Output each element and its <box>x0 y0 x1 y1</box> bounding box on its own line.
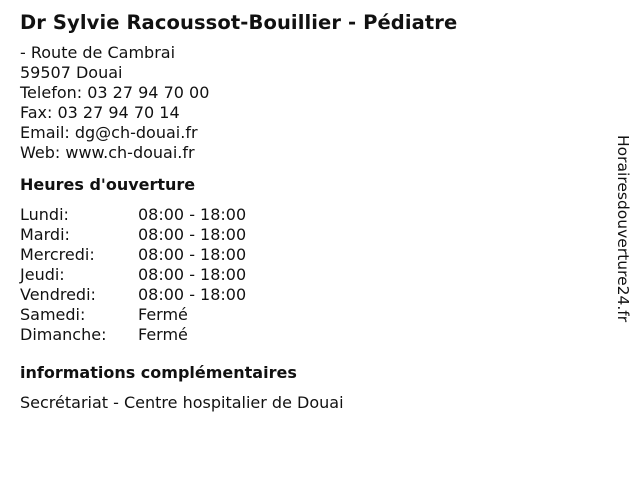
page-title: Dr Sylvie Racoussot-Bouillier - Pédiatre <box>20 11 458 34</box>
opening-hours-heading: Heures d'ouverture <box>20 175 196 194</box>
day-label: Dimanche: <box>20 325 107 344</box>
page-content <box>20 9 600 413</box>
hours-row-monday <box>20 205 600 225</box>
hours-row-sunday <box>20 325 600 345</box>
fax-line: Fax: 03 27 94 70 14 <box>20 103 180 122</box>
day-hours: 08:00 - 18:00 <box>138 285 247 304</box>
hours-row-thursday <box>20 265 600 285</box>
day-hours: 08:00 - 18:00 <box>138 225 247 244</box>
street-line: - Route de Cambrai <box>20 43 176 62</box>
day-label: Mercredi: <box>20 245 95 264</box>
brand-text: Horairesdouverture24.fr <box>614 135 632 323</box>
day-hours: 08:00 - 18:00 <box>138 205 247 224</box>
email-line: Email: dg@ch-douai.fr <box>20 123 198 142</box>
day-label: Samedi: <box>20 305 86 324</box>
hours-row-friday <box>20 285 600 305</box>
hours-row-tuesday <box>20 225 600 245</box>
additional-info-heading: informations complémentaires <box>20 363 297 382</box>
day-hours: Fermé <box>138 325 188 344</box>
phone-line: Telefon: 03 27 94 70 00 <box>20 83 210 102</box>
opening-hours-table <box>20 205 600 345</box>
day-hours: 08:00 - 18:00 <box>138 265 247 284</box>
day-label: Vendredi: <box>20 285 96 304</box>
hours-row-saturday <box>20 305 600 325</box>
web-line: Web: www.ch-douai.fr <box>20 143 195 162</box>
side-brand-watermark <box>610 135 636 345</box>
day-hours: Fermé <box>138 305 188 324</box>
city-line: 59507 Douai <box>20 63 123 82</box>
day-label: Lundi: <box>20 205 69 224</box>
hours-row-wednesday <box>20 245 600 265</box>
day-label: Mardi: <box>20 225 70 244</box>
address-block <box>20 43 600 163</box>
day-label: Jeudi: <box>20 265 65 284</box>
day-hours: 08:00 - 18:00 <box>138 245 247 264</box>
additional-info-text: Secrétariat - Centre hospitalier de Douai <box>20 393 344 412</box>
